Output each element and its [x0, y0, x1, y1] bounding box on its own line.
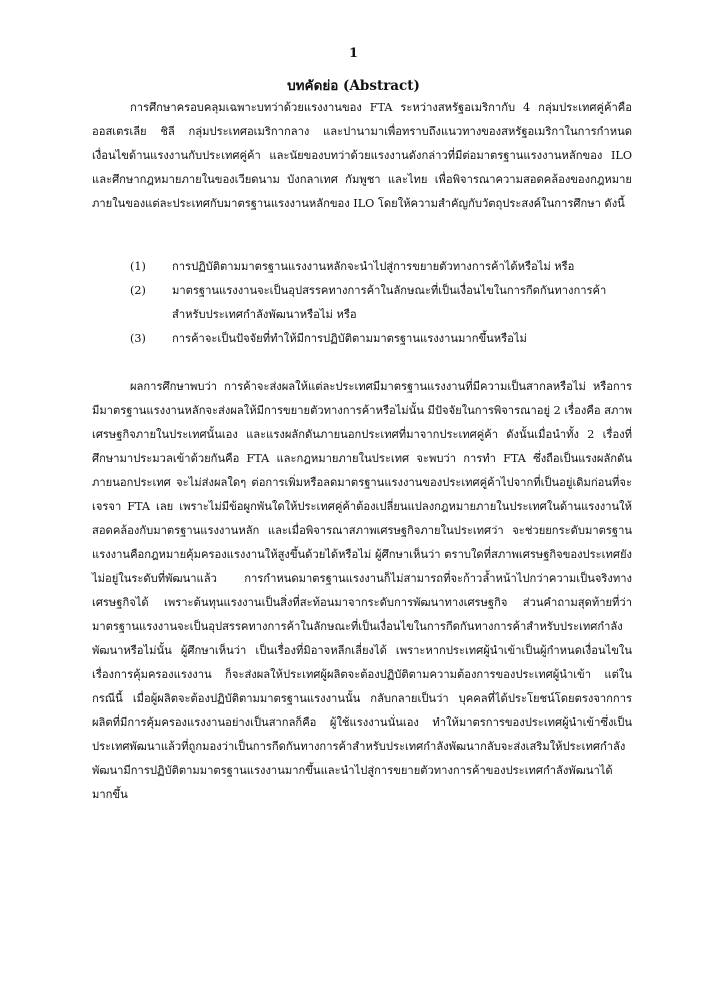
objective-text: การค้าจะเป็นปัจจัยที่ทำให้มีการปฏิบัติตามมาตรฐานแรงงานมากขึ้นหรือไม่	[172, 332, 527, 345]
findings-paragraph: ผลการศึกษาพบว่า การค้าจะส่งผลให้แต่ละประเทศมีมาตรฐานแรงงานที่มีความเป็นสากลหรือไม่ หรือการมีมาตรฐานแรงงานหลักจะส่งผลให้มีการขยายตัวทางการค้าหรือไม่นั้น มีปัจจัยในการพิจารณาอยู่ 2 เรื่องคือ สภาพเศรษฐกิจภายในประเทศนั้นเอง และแรงผลักดันภายนอกประเทศที่มาจากประเทศคู่ค้า ดังนั้นเมื่อนำทั้ง 2 เรื่องที่ศึกษามาประมวลเข้าด้วยกันคือ FTA และกฎหมายภายในประเทศ จะพบว่า การทำ FTA ซึ่งถือเป็นแรงผลักดันภายนอกประเทศ จะไม่ส่งผลใดๆ ต่อการเพิ่มหรือลดมาตรฐานแรงงานของประเทศคู่ค้าไปจากที่เป็นอยู่เดิมก่อนที่จะเจรจา FTA เลย เพราะไม่มีข้อผูกพันใดให้ประเทศคู่ค้าต้องเปลี่ยนแปลงกฎหมายภายในประเทศในด้านแรงงานให้สอดคล้องกับมาตรฐานแรงงานหลัก และเมื่อพิจารณาสภาพเศรษฐกิจภายในประเทศว่า จะช่วยยกระดับมาตรฐานแรงงานคือกฎหมายคุ้มครองแรงงานให้สูงขึ้นด้วยได้หรือไม่ ผู้ศึกษาเห็นว่า ตราบใดที่สภาพเศรษฐกิจของประเทศยังไม่อยู่ในระดับที่พัฒนาแล้ว การกำหนดมาตรฐานแรงงานก็ไม่สามารถที่จะก้าวล้ำหน้าไปกว่าความเป็นจริงทางเศรษฐกิจได้ เพราะต้นทุนแรงงานเป็นสิ่งที่สะท้อนมาจากระดับการพัฒนาทางเศรษฐกิจ ส่วนคำถามสุดท้ายที่ว่า มาตรฐานแรงงานจะเป็นอุปสรรคทางการค้าในลักษณะที่เป็นเงื่อนไขในการกีดกันทางการค้าสำหรับประเทศกำลังพัฒนาหรือไม่นั้น ผู้ศึกษาเห็นว่า เป็นเรื่องที่มิอาจหลีกเลี่ยงได้ เพราะหากประเทศผู้นำเข้าเป็นผู้กำหนดเงื่อนไขในเรื่องการคุ้มครองแรงงาน ก็จะส่งผลให้ประเทศผู้ผลิตจะต้องปฏิบัติตามความต้องการของประเทศผู้นำเข้า แต่ในกรณีนี้ เมื่อผู้ผลิตจะต้องปฏิบัติตามมาตรฐานแรงงานนั้น กลับกลายเป็นว่า บุคคลที่ได้ประโยชน์โดยตรงจากการผลิตที่มีการคุ้มครองแรงงานอย่างเป็นสากลก็คือ ผู้ใช้แรงงานนั่นเอง ทำให้มาตรการของประเทศผู้นำเข้าซึ่งเป็นประเทศพัฒนาแล้วที่ถูกมองว่าเป็นการกีดกันทางการค้าสำหรับประเทศกำลังพัฒนากลับจะส่งเสริมให้ประเทศกำลังพัฒนามีการปฏิบัติตามมาตรฐานแรงงานมากขึ้นและนำไปสู่การขยายตัวทางการค้าของประเทศกำลังพัฒนาได้มากขึ้น	[92, 380, 632, 801]
abstract-title: บทคัดย่อ (Abstract)	[287, 78, 420, 94]
page-number: 1	[348, 46, 359, 61]
objectives-list	[130, 255, 630, 351]
objective-marker: (3)	[130, 332, 146, 345]
objective-marker: (1)	[130, 260, 146, 273]
objective-item	[130, 279, 630, 327]
objective-text: มาตรฐานแรงงานจะเป็นอุปสรรคทางการค้าในลักษณะที่เป็นเงื่อนไขในการกีดกันทางการค้าสำหรับประเทศกำลังพัฒนาหรือไม่ หรือ	[172, 284, 607, 321]
objective-item	[130, 327, 630, 351]
intro-paragraph: การศึกษาครอบคลุมเฉพาะบทว่าด้วยแรงงานของ FTA ระหว่างสหรัฐอเมริกากับ 4 กลุ่มประเทศคู่ค้าคือ ออสเตรเลีย ชิลี กลุ่มประเทศอเมริกากลาง และปานามาเพื่อทราบถึงแนวทางของสหรัฐอเมริกาในการกำหนดเงื่อนไขด้านแรงงานกับประเทศคู่ค้า และนัยของบทว่าด้วยแรงงานดังกล่าวที่มีต่อมาตรฐานแรงงานหลักของ ILO และศึกษากฎหมายภายในของเวียดนาม บังกลาเทศ กัมพูชา และไทย เพื่อพิจารณาความสอดคล้องของกฎหมายภายในของแต่ละประเทศกับมาตรฐานแรงงานหลักของ ILO โดยให้ความสำคัญกับวัตถุประสงค์ในการศึกษา ดังนี้	[92, 101, 632, 210]
objective-text: การปฏิบัติตามมาตรฐานแรงงานหลักจะนำไปสู่การขยายตัวทางการค้าได้หรือไม่ หรือ	[172, 260, 575, 273]
objective-marker: (2)	[130, 284, 146, 297]
objective-item	[130, 255, 630, 279]
